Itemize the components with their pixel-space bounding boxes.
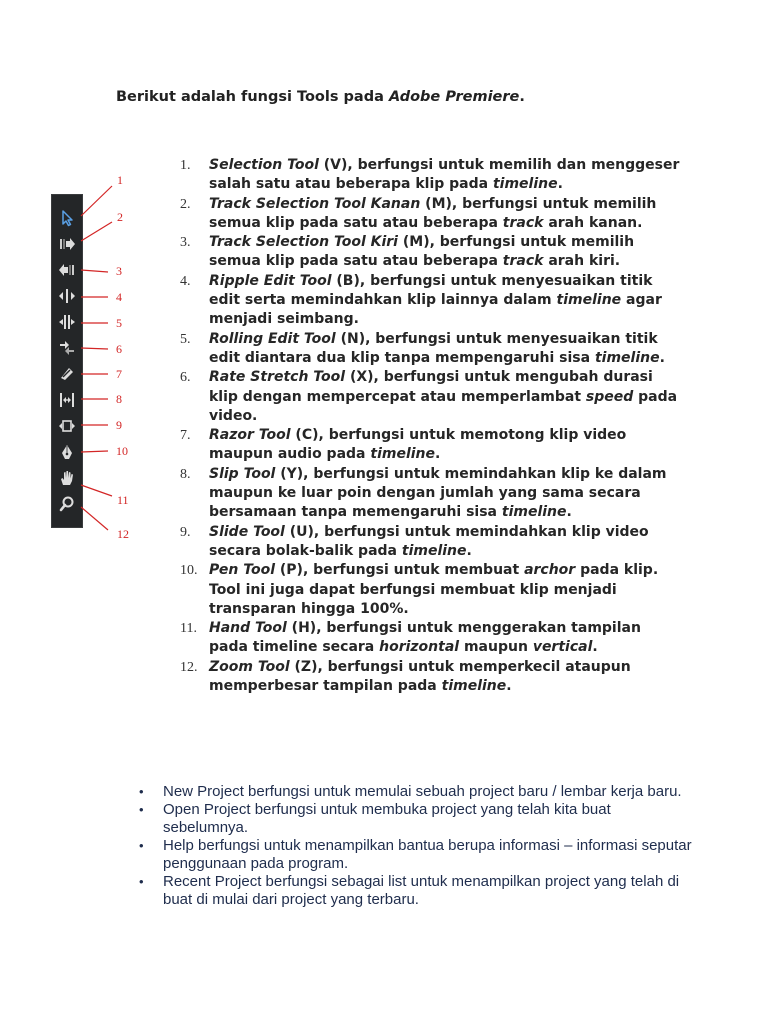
zoom-icon xyxy=(55,493,79,515)
tool-name: Selection Tool xyxy=(209,157,319,173)
callout-number: 7 xyxy=(116,367,122,381)
list-item: • Open Project berfungsi untuk membuka project yang telah kita buat sebelumnya. xyxy=(139,801,699,837)
tool-desc: (Y), berfungsi untuk memindahkan klip ke dalam maupun ke luar poin dengan jumlah yang sama secara bersamaan tanpa memengaruhi sisa xyxy=(209,465,667,521)
tool-number: 8. xyxy=(180,466,191,482)
tool-item xyxy=(180,619,680,658)
list-item: • Recent Project berfungsi sebagai list untuk menampilkan project yang telah di buat di mulai dari project yang terbaru. xyxy=(139,873,699,909)
premiere-tools-panel xyxy=(51,194,83,528)
intro-heading xyxy=(116,89,525,105)
list-item: • New Project berfungsi untuk memulai sebuah project baru / lembar kerja baru. xyxy=(139,783,699,801)
tool-number: 2. xyxy=(180,196,191,212)
tool-item xyxy=(180,368,680,426)
tool-term: horizontal xyxy=(379,639,460,656)
tool-name: Razor Tool xyxy=(209,427,291,444)
tool-number: 6. xyxy=(180,370,191,386)
intro-app-name: Adobe Premiere xyxy=(388,89,520,105)
tool-item xyxy=(180,156,680,195)
tool-desc: (N), berfungsi untuk menyesuaikan titik edit diantara dua klip tanpa mempengaruhi sisa xyxy=(209,330,658,366)
tool-desc: (P), berfungsi untuk membuat xyxy=(275,562,525,579)
tool-desc: pada video. xyxy=(209,388,678,424)
tool-term: timeline xyxy=(594,349,660,366)
tool-desc: (H), berfungsi untuk menggerakan tampilan pada timeline secara xyxy=(209,620,641,656)
tool-name: Hand Tool xyxy=(209,620,287,637)
rate-stretch-icon xyxy=(55,337,79,359)
intro-prefix: Berikut adalah fungsi Tools pada xyxy=(116,89,384,105)
callout-number: 9 xyxy=(116,418,122,432)
hand-icon xyxy=(55,467,79,489)
tool-item xyxy=(180,658,680,697)
callout-number: 11 xyxy=(117,493,129,507)
track-select-forward-icon xyxy=(55,233,79,255)
tool-desc: (Z), berfungsi untuk memperkecil ataupun memperbesar tampilan pada xyxy=(209,658,631,695)
tool-desc: (V), berfungsi untuk memilih dan menggeser salah satu atau beberapa klip pada xyxy=(209,157,680,193)
tool-item xyxy=(180,272,680,330)
tool-term: archor xyxy=(524,562,576,579)
tool-term: timeline xyxy=(556,292,622,309)
tool-desc: pada klip. Tool ini juga dapat berfungsi membuat klip menjadi transparan hingga 100%. xyxy=(209,562,659,617)
tool-term: timeline xyxy=(441,678,507,695)
callout-number: 10 xyxy=(116,444,128,458)
tool-name: Rate Stretch Tool xyxy=(209,369,346,386)
tool-desc: maupun xyxy=(459,639,533,656)
slide-icon xyxy=(55,415,79,437)
tool-term: timeline xyxy=(501,504,567,521)
tool-term: timeline xyxy=(370,446,436,463)
tool-item xyxy=(180,561,680,619)
tool-number: 10. xyxy=(180,563,198,579)
tool-term: vertical xyxy=(532,639,593,656)
tool-desc: . xyxy=(659,349,665,366)
tool-name: Track Selection Tool Kanan xyxy=(209,195,421,212)
callout-number: 3 xyxy=(116,264,122,278)
tool-term: speed xyxy=(585,388,634,405)
tool-number: 11. xyxy=(180,621,197,637)
tool-desc: agar menjadi seimbang. xyxy=(209,292,662,328)
tool-term: timeline xyxy=(492,176,558,193)
tool-number: 12. xyxy=(180,659,198,675)
callout-number: 2 xyxy=(117,210,123,224)
tool-desc: . xyxy=(592,639,598,656)
tool-term: track xyxy=(502,253,544,270)
razor-icon xyxy=(55,363,79,385)
tool-number: 4. xyxy=(180,273,191,289)
tool-term: track xyxy=(502,214,544,231)
ripple-edit-icon xyxy=(55,285,79,307)
tool-desc: arah kiri. xyxy=(543,253,621,270)
list-item: • Help berfungsi untuk menampilkan bantua berupa informasi – informasi seputar penggunaan pada program. xyxy=(139,837,699,873)
tool-name: Zoom Tool xyxy=(209,658,290,675)
callout-number: 4 xyxy=(116,290,122,304)
tool-item xyxy=(180,465,680,523)
callout-number: 1 xyxy=(117,173,123,187)
tool-name: Slip Tool xyxy=(209,465,276,482)
tool-desc: . xyxy=(466,542,472,559)
tool-desc: (U), berfungsi untuk memindahkan klip video secara bolak-balik pada xyxy=(209,523,649,559)
tool-desc: (B), berfungsi untuk menyesuaikan titik edit serta memindahkan klip lainnya dalam xyxy=(209,272,653,309)
pen-icon xyxy=(55,441,79,463)
tool-desc: . xyxy=(566,504,572,521)
tool-term: timeline xyxy=(401,542,467,559)
tool-number: 1. xyxy=(180,158,191,173)
tool-item xyxy=(180,195,680,234)
tool-name: Track Selection Tool Kiri xyxy=(209,234,398,251)
callout-number: 12 xyxy=(117,527,129,541)
tool-name: Rolling Edit Tool xyxy=(209,330,336,347)
tool-desc: . xyxy=(557,176,563,193)
tool-desc: . xyxy=(435,446,441,463)
tool-number: 9. xyxy=(180,524,191,540)
tool-item xyxy=(180,330,680,369)
tool-name: Pen Tool xyxy=(209,562,276,579)
tool-item xyxy=(180,523,680,562)
tool-item xyxy=(180,426,680,465)
tool-name: Ripple Edit Tool xyxy=(209,272,332,289)
intro-suffix: . xyxy=(519,89,525,105)
tool-desc: . xyxy=(506,678,512,695)
tool-desc: (M), berfungsi untuk memilih semua klip pada satu atau beberapa xyxy=(209,234,635,270)
tool-name: Slide Tool xyxy=(209,523,285,540)
selection-arrow-icon xyxy=(55,207,79,229)
callout-number: 6 xyxy=(116,342,122,356)
tool-number: 7. xyxy=(180,428,191,444)
track-select-backward-icon xyxy=(55,259,79,281)
tool-desc: (X), berfungsi untuk mengubah durasi klip dengan mempercepat atau memperlambat xyxy=(209,369,653,405)
menu-description-list xyxy=(139,783,699,909)
tool-desc: (M), berfungsi untuk memilih semua klip pada satu atau beberapa xyxy=(209,195,657,231)
tool-item xyxy=(180,233,680,272)
rolling-edit-icon xyxy=(55,311,79,333)
tool-number: 5. xyxy=(180,331,191,347)
callout-number: 8 xyxy=(116,392,122,406)
tool-number: 3. xyxy=(180,235,191,251)
tool-desc: (C), berfungsi untuk memotong klip video maupun audio pada xyxy=(209,427,627,463)
slip-icon xyxy=(55,389,79,411)
tool-desc: arah kanan. xyxy=(543,214,643,231)
callout-number: 5 xyxy=(116,316,122,330)
tool-list xyxy=(180,156,680,696)
